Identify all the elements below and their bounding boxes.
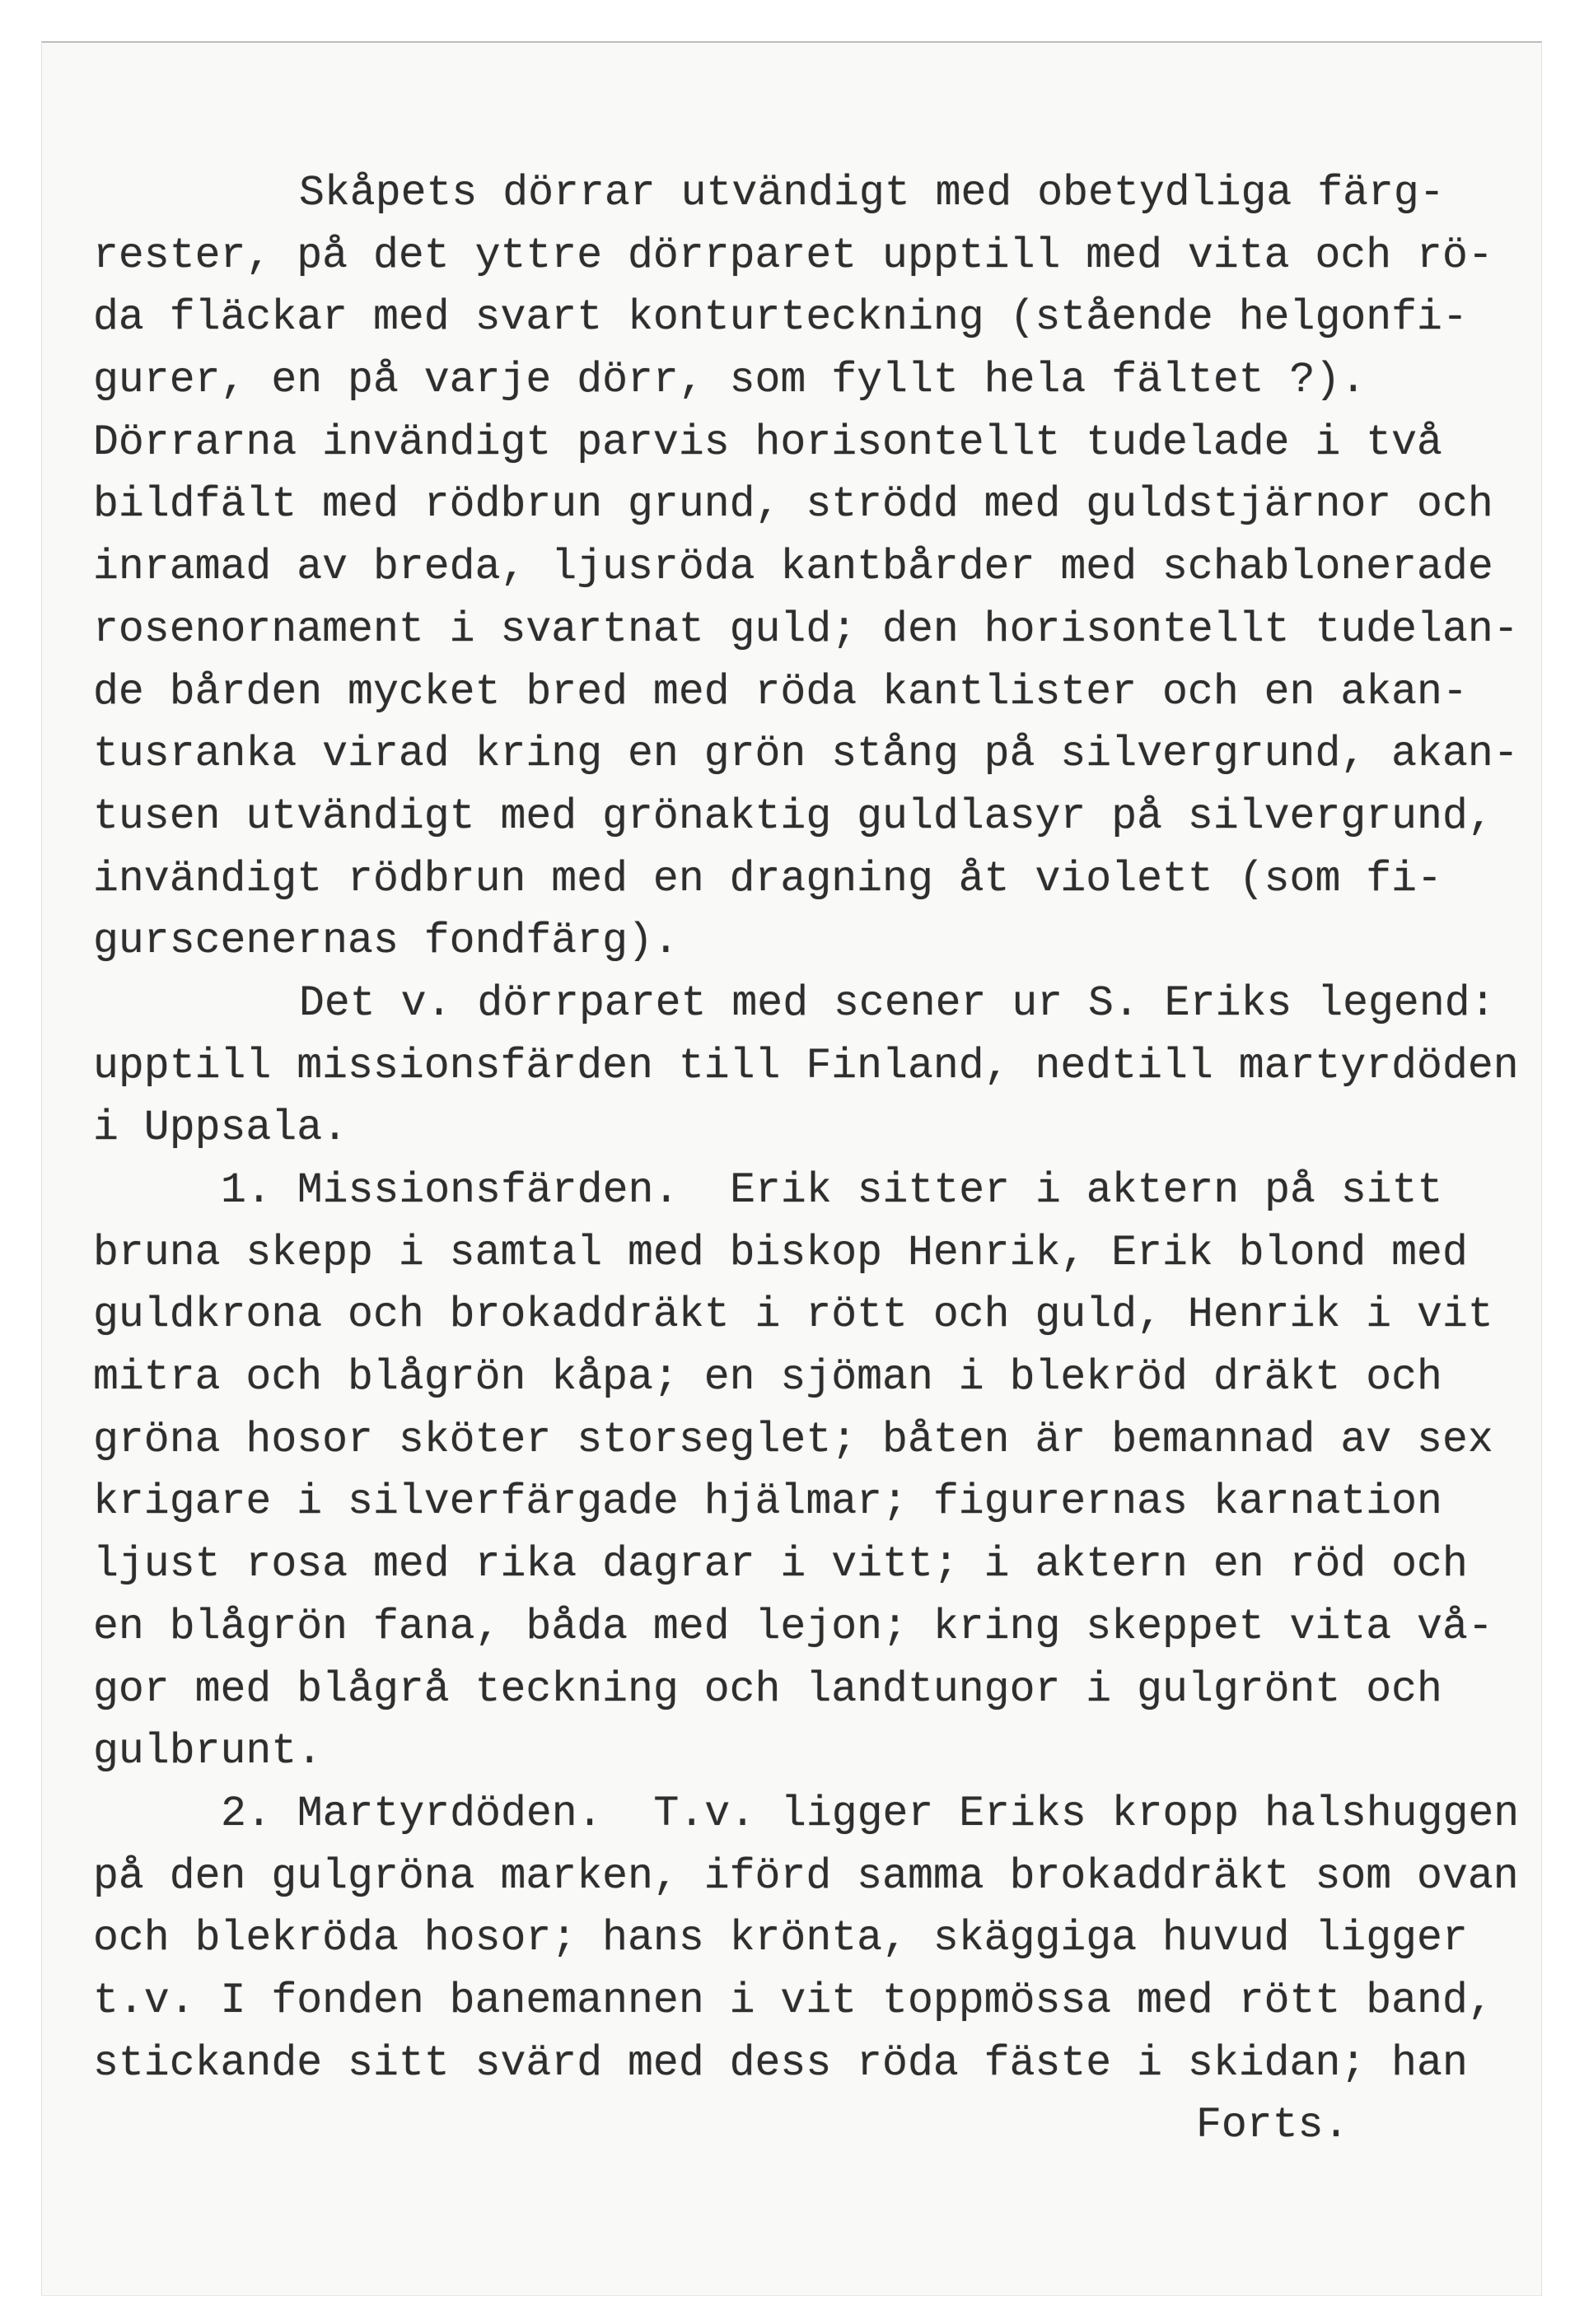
text-line: rosenornament i svartnat guld; den horisontellt tudelan-: [93, 605, 1519, 654]
text-line: stickande sitt svärd med dess röda fäste i skidan; han: [93, 2039, 1468, 2088]
text-line: da fläckar med svart konturteckning (stående helgonfi-: [93, 294, 1468, 343]
text-line: gurscenernas fondfärg).: [93, 917, 679, 966]
text-line: gurer, en på varje dörr, som fyllt hela fältet ?).: [93, 357, 1367, 405]
text-line: Dörrarna invändigt parvis horisontellt tudelade i två: [93, 418, 1442, 467]
text-line: ljust rosa med rika dagrar i vitt; i aktern en röd och: [93, 1541, 1468, 1589]
text-line: gor med blågrå teckning och landtungor i gulgrönt och: [93, 1665, 1442, 1714]
text-line: gulbrunt.: [93, 1728, 323, 1776]
text-line: krigare i silverfärgade hjälmar; figurernas karnation: [93, 1478, 1442, 1527]
text-line: Skåpets dörrar utvändigt med obetydliga färg-: [299, 170, 1445, 217]
text-line: rester, på det yttre dörrparet upptill med vita och rö-: [93, 231, 1493, 280]
text-line: tusranka virad kring en grön stång på silvergrund, akan-: [93, 730, 1519, 779]
text-line: gröna hosor sköter storseglet; båten är bemannad av sex: [93, 1416, 1493, 1464]
text-line: Det v. dörrparet med scener ur S. Eriks legend:: [299, 979, 1496, 1028]
text-line: på den gulgröna marken, iförd samma brokaddräkt som ovan: [93, 1852, 1519, 1901]
text-line: invändigt rödbrun med en dragning åt violett (som fi-: [93, 855, 1442, 903]
text-line: de bården mycket bred med röda kantlister och en akan-: [93, 668, 1468, 716]
text-line: t.v. I fonden banemannen i vit toppmössa med rött band,: [93, 1976, 1493, 2025]
text-line: upptill missionsfärden till Finland, nedtill martyrdöden: [93, 1042, 1519, 1090]
text-line: inramad av breda, ljusröda kantbårder med schablonerade: [93, 544, 1493, 592]
text-line: 2. Martyrdöden. T.v. ligger Eriks kropp halshuggen: [221, 1790, 1520, 1838]
continued-marker: Forts.: [1196, 2102, 1349, 2150]
typed-text-body: [93, 163, 1519, 2158]
text-line: guldkrona och brokaddräkt i rött och guld, Henrik i vit: [93, 1291, 1493, 1340]
text-line: bildfält med rödbrun grund, strödd med guldstjärnor och: [93, 481, 1493, 530]
text-line: i Uppsala.: [93, 1104, 348, 1153]
text-line: 1. Missionsfärden. Erik sitter i aktern på sitt: [221, 1167, 1443, 1215]
text-line: bruna skepp i samtal med biskop Henrik, Erik blond med: [93, 1229, 1468, 1277]
text-line: och blekröda hosor; hans krönta, skäggiga huvud ligger: [93, 1915, 1468, 1963]
text-line: tusen utvändigt med grönaktig guldlasyr på silvergrund,: [93, 792, 1493, 841]
text-line: mitra och blågrön kåpa; en sjöman i blekröd dräkt och: [93, 1354, 1442, 1402]
text-line: en blågrön fana, båda med lejon; kring skeppet vita vå-: [93, 1603, 1493, 1651]
